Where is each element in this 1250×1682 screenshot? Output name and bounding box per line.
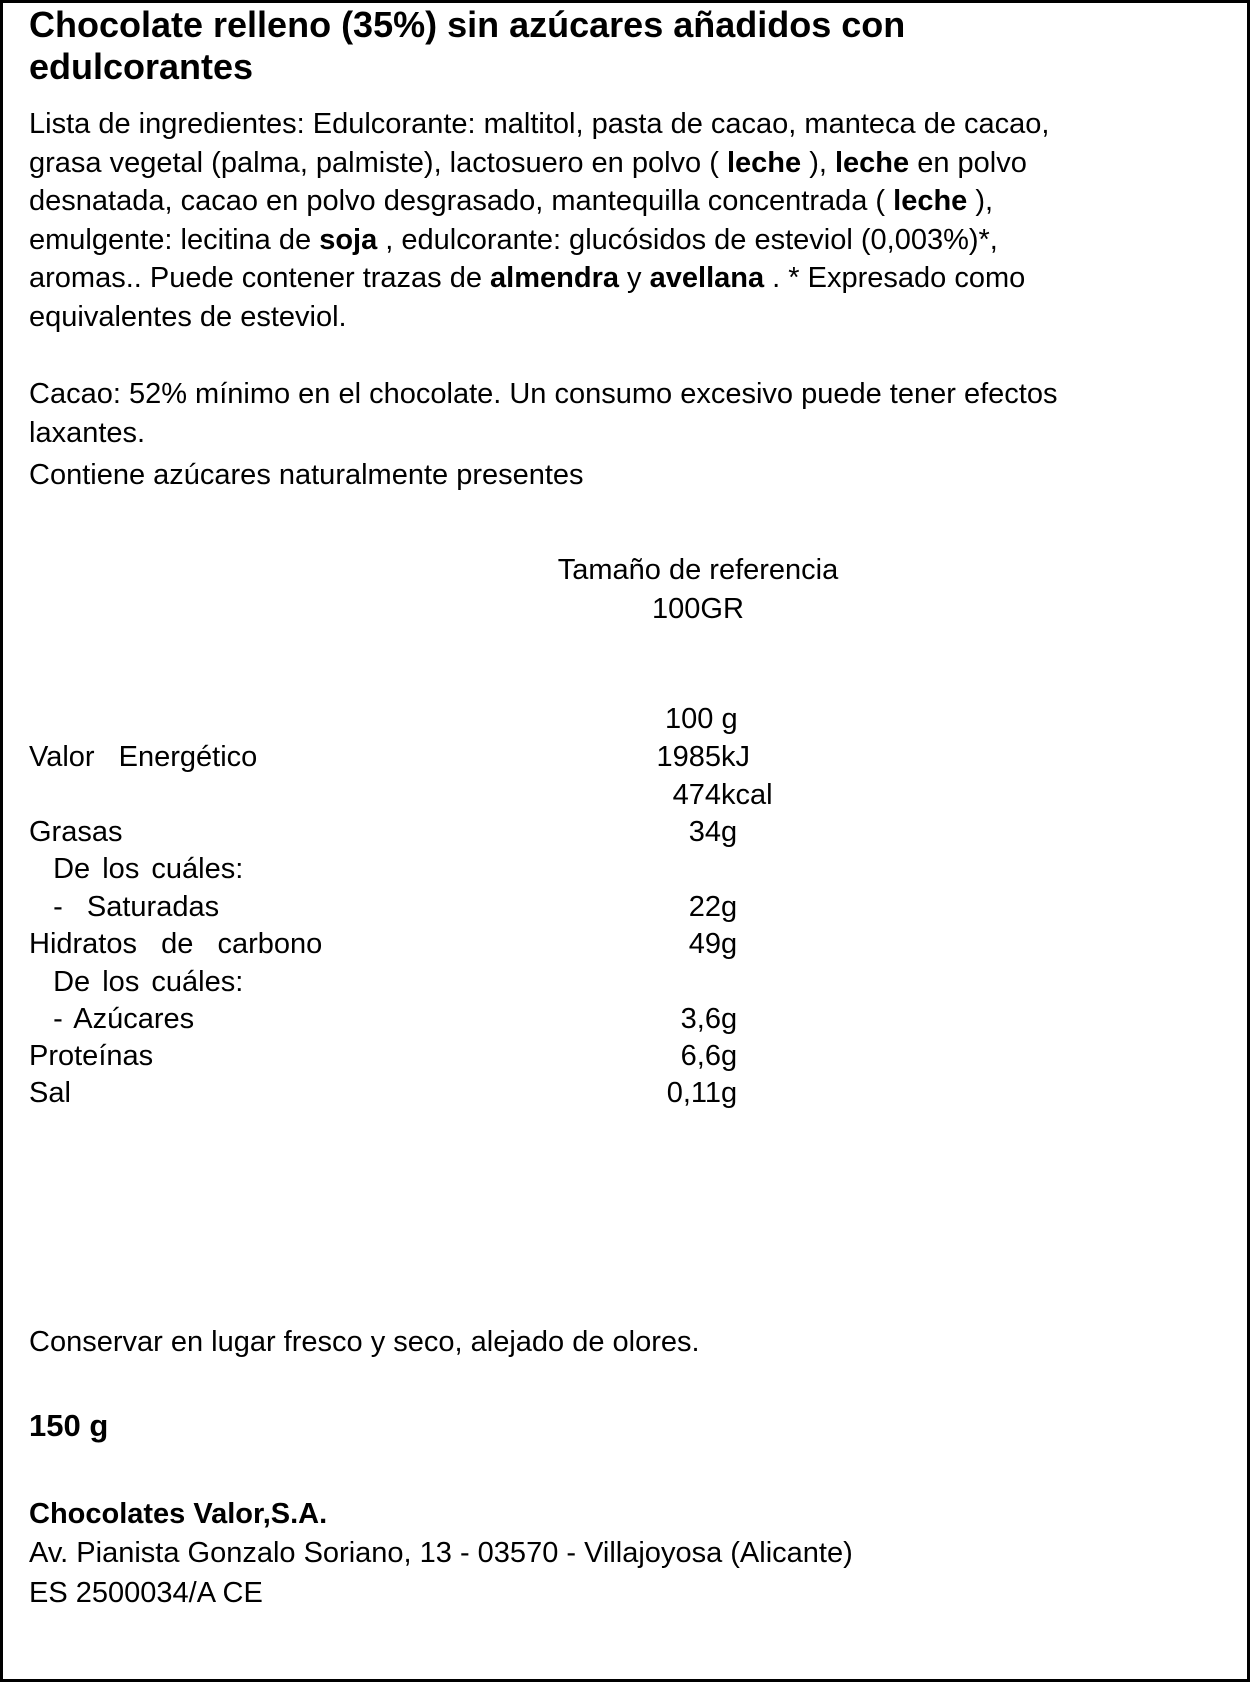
nutrient-unit: g — [721, 928, 738, 960]
nutrition-row — [3, 850, 903, 888]
allergen-milk: leche — [726, 146, 802, 179]
ingredients-text: desnatada, cacao en polvo desgrasado, mantequilla concentrada ( — [29, 185, 894, 217]
ingredients-text: , edulcorante: glucósidos de esteviol (0,003%)*, — [377, 223, 998, 256]
net-weight: 150 g — [29, 1408, 109, 1443]
nutrient-unit: g — [721, 1003, 738, 1035]
nutrient-label: De los cuáles: — [29, 853, 244, 885]
nutrition-row — [3, 776, 903, 814]
nutrient-value: 22 — [688, 891, 721, 923]
reference-size-label: Tamaño de referencia — [557, 554, 839, 586]
allergen-hazelnut: avellana — [649, 262, 765, 294]
product-title-line-2: edulcorantes — [29, 46, 254, 87]
nutrient-value: 6,6 — [680, 1040, 721, 1072]
nutrient-value: 3,6 — [680, 1003, 721, 1035]
nutrient-value: 0,11 — [666, 1077, 721, 1109]
nutrient-value: 34 — [688, 816, 721, 848]
reference-size-value: 100GR — [652, 593, 744, 625]
nutrient-label: De los cuáles: — [29, 966, 244, 998]
allergen-milk: leche — [893, 185, 968, 217]
ingredients-text: ), — [967, 185, 994, 217]
ingredients-text: equivalentes de esteviol. — [29, 300, 347, 333]
nutrition-row — [3, 738, 903, 776]
nutrient-unit: g — [721, 1077, 738, 1109]
nutrition-row — [3, 1037, 903, 1075]
sugars-note: Contiene azúcares naturalmente presentes — [29, 459, 584, 491]
nutrient-label: - Saturadas — [29, 891, 220, 923]
company-name: Chocolates Valor,S.A. — [29, 1498, 328, 1530]
ingredients-line — [29, 298, 1049, 337]
nutrient-label: Valor Energético — [29, 741, 258, 773]
ingredients-text: emulgente: lecitina de — [29, 223, 320, 256]
nutrient-unit: kcal — [721, 779, 773, 811]
ingredients-line — [29, 105, 1049, 144]
allergen-almond: almendra — [490, 262, 619, 294]
product-title — [29, 4, 905, 88]
nutrient-unit: kJ — [721, 741, 750, 773]
nutrition-row — [3, 1074, 903, 1112]
ingredients-line — [29, 182, 1049, 221]
nutrient-label: - Azúcares — [29, 1003, 195, 1035]
nutrient-value: 474 — [672, 779, 721, 811]
nutrient-unit: g — [721, 816, 738, 848]
ingredients-text: . * Expresado como — [764, 262, 1026, 294]
ingredients-line — [29, 144, 1049, 183]
ingredients-line — [29, 221, 1049, 260]
nutrient-unit: g — [721, 1040, 738, 1072]
nutrient-unit: g — [721, 891, 738, 923]
allergen-soy: soja — [319, 223, 378, 256]
company-address: Av. Pianista Gonzalo Soriano, 13 - 03570 - Villajoyosa (Alicante) — [29, 1537, 853, 1569]
product-title-line-1: Chocolate relleno (35%) sin azúcares añadidos con — [29, 4, 906, 45]
storage-instructions: Conservar en lugar fresco y seco, alejado de olores. — [29, 1326, 700, 1358]
ingredients-text: grasa vegetal (palma, palmiste), lactosuero en polvo ( — [29, 146, 727, 179]
nutrient-label: Hidratos de carbono — [29, 928, 323, 960]
nutrient-value: 49 — [688, 928, 721, 960]
nutrition-row — [3, 925, 903, 963]
nutrient-label: Grasas — [29, 816, 123, 848]
ingredients-text: en polvo — [909, 146, 1027, 179]
nutrient-value: 1985 — [656, 741, 721, 773]
nutrition-row — [3, 888, 903, 926]
ingredients-list — [29, 105, 1049, 336]
ingredients-line — [29, 259, 1049, 298]
ingredients-text: aromas.. Puede contener trazas de — [29, 262, 491, 294]
cacao-note — [29, 375, 1057, 452]
nutrition-row — [3, 1000, 903, 1038]
cacao-note-line: laxantes. — [29, 416, 146, 449]
nutrition-row — [3, 963, 903, 1001]
nutrition-column-header: 100 g — [665, 703, 738, 735]
allergen-milk: leche — [834, 146, 910, 179]
nutrition-row — [3, 813, 903, 851]
cacao-note-line: Cacao: 52% mínimo en el chocolate. Un consumo excesivo puede tener efectos — [29, 378, 1058, 410]
ingredients-text: Lista de ingredientes: Edulcorante: maltitol, pasta de cacao, manteca de cacao, — [29, 108, 1050, 140]
ingredients-text: y — [619, 262, 650, 294]
health-registry: ES 2500034/A CE — [29, 1577, 263, 1609]
ingredients-text: ), — [801, 146, 835, 179]
nutrient-label: Sal — [29, 1077, 71, 1109]
nutrient-label: Proteínas — [29, 1040, 154, 1072]
